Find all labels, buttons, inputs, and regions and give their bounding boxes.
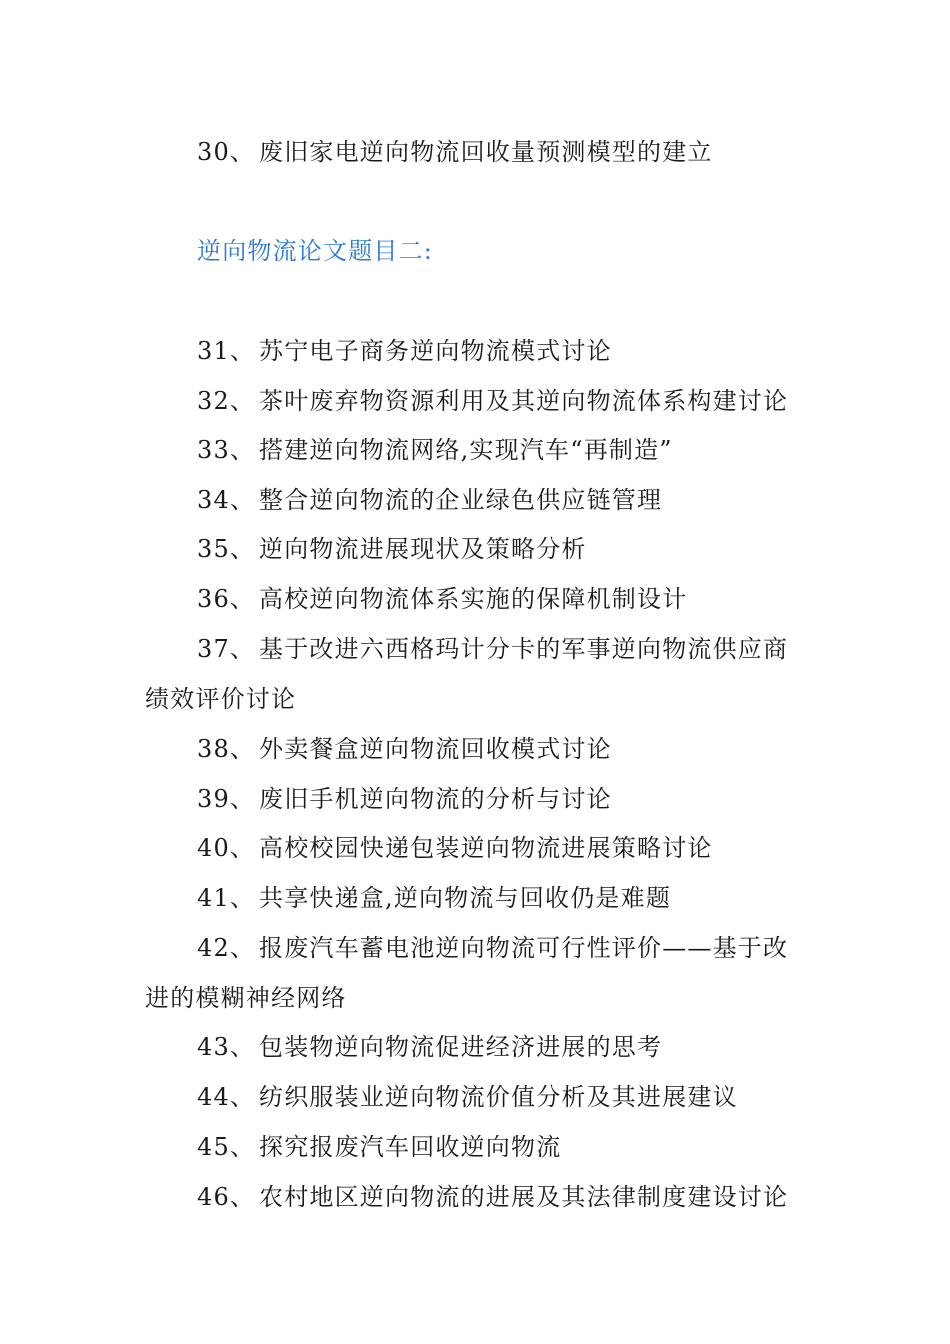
list-item-42: [197, 933, 788, 963]
item-text: 逆向物流进展现状及策略分析: [259, 535, 587, 563]
list-item-43: [197, 1032, 662, 1062]
item-text: 包装物逆向物流促进经济进展的思考: [259, 1033, 663, 1061]
list-item-45: [197, 1132, 561, 1162]
list-item-30: [197, 137, 713, 167]
item-text: 探究报废汽车回收逆向物流: [259, 1133, 562, 1161]
item-number: 31、: [197, 337, 256, 365]
item-text: 高校逆向物流体系实施的保障机制设计: [259, 585, 688, 613]
list-item-42-continuation: 进的模糊神经网络: [145, 984, 347, 1012]
item-number: 39、: [197, 785, 256, 813]
list-item-32: [197, 386, 788, 416]
item-number: 40、: [197, 834, 256, 862]
item-number: 32、: [197, 387, 256, 415]
item-number: 30、: [197, 138, 256, 166]
item-text: 外卖餐盒逆向物流回收模式讨论: [259, 735, 612, 763]
item-number: 43、: [197, 1033, 256, 1061]
item-number: 33、: [197, 436, 256, 464]
item-text: 整合逆向物流的企业绿色供应链管理: [259, 486, 663, 514]
list-item-44: [197, 1082, 738, 1112]
list-item-35: [197, 534, 587, 564]
list-item-41: [197, 883, 671, 913]
list-item-46: [197, 1182, 788, 1212]
item-text: 搭建逆向物流网络,实现汽车“再制造”: [259, 436, 673, 464]
item-text: 共享快递盒,逆向物流与回收仍是难题: [259, 884, 672, 912]
list-item-39: [197, 784, 612, 814]
item-text: 茶叶废弃物资源利用及其逆向物流体系构建讨论: [259, 387, 789, 415]
list-item-31: [197, 336, 612, 366]
list-item-38: [197, 734, 612, 764]
item-text: 高校校园快递包装逆向物流进展策略讨论: [259, 834, 713, 862]
item-number: 36、: [197, 585, 256, 613]
item-text: 基于改进六西格玛计分卡的军事逆向物流供应商: [259, 635, 789, 663]
item-text: 报废汽车蓄电池逆向物流可行性评价——基于改: [259, 934, 789, 962]
list-item-37: [197, 634, 788, 664]
item-text: 农村地区逆向物流的进展及其法律制度建设讨论: [259, 1183, 789, 1211]
item-text: 废旧手机逆向物流的分析与讨论: [259, 785, 612, 813]
list-item-37-continuation: 绩效评价讨论: [145, 685, 297, 713]
list-item-33: [197, 435, 673, 465]
list-item-34: [197, 485, 662, 515]
item-text: 苏宁电子商务逆向物流模式讨论: [259, 337, 612, 365]
item-number: 37、: [197, 635, 256, 663]
section-heading: 逆向物流论文题目二:: [197, 237, 434, 265]
item-text: 纺织服装业逆向物流价值分析及其进展建议: [259, 1083, 738, 1111]
item-number: 44、: [197, 1083, 256, 1111]
item-number: 35、: [197, 535, 256, 563]
item-number: 45、: [197, 1133, 256, 1161]
item-number: 42、: [197, 934, 256, 962]
item-number: 38、: [197, 735, 256, 763]
item-number: 34、: [197, 486, 256, 514]
list-item-36: [197, 584, 687, 614]
item-text: 废旧家电逆向物流回收量预测模型的建立: [259, 138, 713, 166]
list-item-40: [197, 833, 713, 863]
item-number: 41、: [197, 884, 256, 912]
item-number: 46、: [197, 1183, 256, 1211]
